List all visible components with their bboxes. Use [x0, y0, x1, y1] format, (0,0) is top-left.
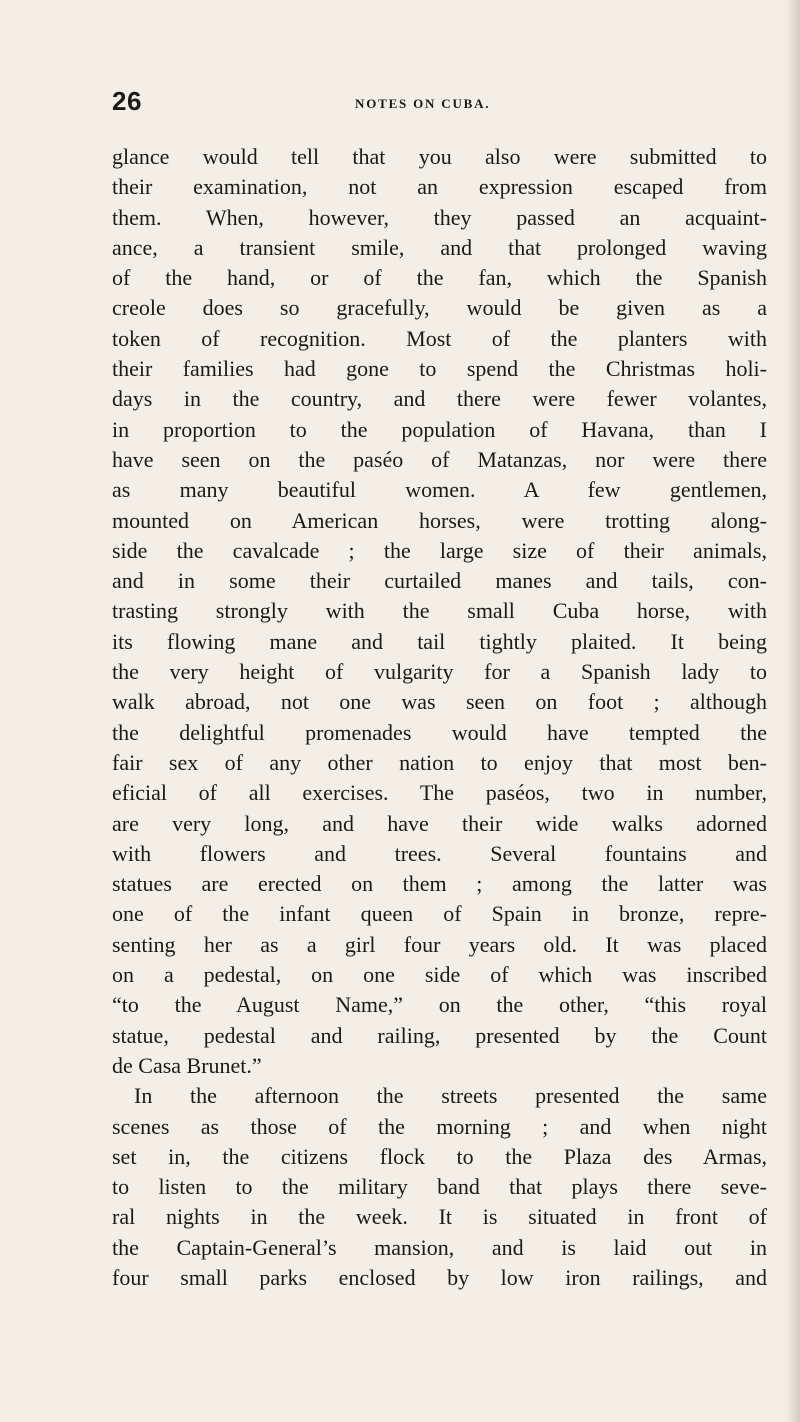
text-line: token of recognition. Most of the planters with — [112, 325, 767, 351]
text-line: statues are erected on them ; among the latter was — [112, 871, 767, 897]
text-line: on a pedestal, on one side of which was inscribed — [112, 962, 767, 988]
text-line: glance would tell that you also were submitted to — [112, 144, 767, 169]
text-line: with flowers and trees. Several fountains and — [112, 840, 767, 866]
text-line: fair sex of any other nation to enjoy that most ben- — [112, 749, 767, 775]
text-line: the very height of vulgarity for a Spanish lady to — [112, 659, 767, 685]
text-line: walk abroad, not one was seen on foot ; although — [112, 689, 767, 715]
text-line: set in, the citizens flock to the Plaza des Armas, — [112, 1143, 767, 1169]
text-line: senting her as a girl four years old. It was placed — [112, 931, 767, 957]
text-line: of the hand, or of the fan, which the Spanish — [112, 265, 767, 291]
text-line: mounted on American horses, were trotting along- — [112, 507, 767, 533]
running-head: NOTES ON CUBA. — [355, 96, 491, 111]
text-line: days in the country, and there were fewer volantes, — [112, 386, 767, 412]
text-line: have seen on the paséo of Matanzas, nor were there — [112, 446, 767, 472]
text-line: scenes as those of the morning ; and when night — [112, 1113, 767, 1139]
text-line: are very long, and have their wide walks adorned — [112, 810, 767, 836]
text-line: their examination, not an expression escaped from — [112, 174, 767, 200]
page-header — [112, 86, 752, 126]
text-line: its flowing mane and tail tightly plaited. It being — [112, 628, 767, 654]
text-line: ral nights in the week. It is situated in front of — [112, 1204, 767, 1230]
text-line: ance, a transient smile, and that prolonged waving — [112, 234, 767, 260]
text-line: them. When, however, they passed an acquaint- — [112, 204, 767, 230]
text-line: statue, pedestal and railing, presented by the Count — [112, 1022, 767, 1048]
text-line: to listen to the military band that plays there seve- — [112, 1174, 767, 1200]
text-line: side the cavalcade ; the large size of their animals, — [112, 537, 767, 563]
page-edge-shadow — [786, 0, 800, 1422]
body-text — [112, 142, 767, 1293]
text-line: eficial of all exercises. The paséos, two in number, — [112, 780, 767, 806]
paragraph-start-line: In the afternoon the streets presented the same — [134, 1083, 767, 1109]
text-line: one of the infant queen of Spain in bronze, repre- — [112, 901, 767, 927]
text-line: creole does so gracefully, would be given as a — [112, 295, 767, 321]
text-line: as many beautiful women. A few gentlemen, — [112, 477, 767, 503]
text-line: the Captain-General’s mansion, and is laid out in — [112, 1234, 767, 1260]
text-line: and in some their curtailed manes and tails, con- — [112, 568, 767, 594]
text-line: “to the August Name,” on the other, “this royal — [112, 992, 767, 1018]
text-line: their families had gone to spend the Christmas holi- — [112, 356, 767, 382]
text-line: the delightful promenades would have tempted the — [112, 719, 767, 745]
paragraph-end-line: de Casa Brunet.” — [112, 1052, 262, 1078]
text-line: four small parks enclosed by low iron railings, and — [112, 1264, 767, 1290]
text-line: trasting strongly with the small Cuba horse, with — [112, 598, 767, 624]
page-number: 26 — [112, 86, 142, 116]
text-line: in proportion to the population of Havana, than I — [112, 416, 767, 442]
